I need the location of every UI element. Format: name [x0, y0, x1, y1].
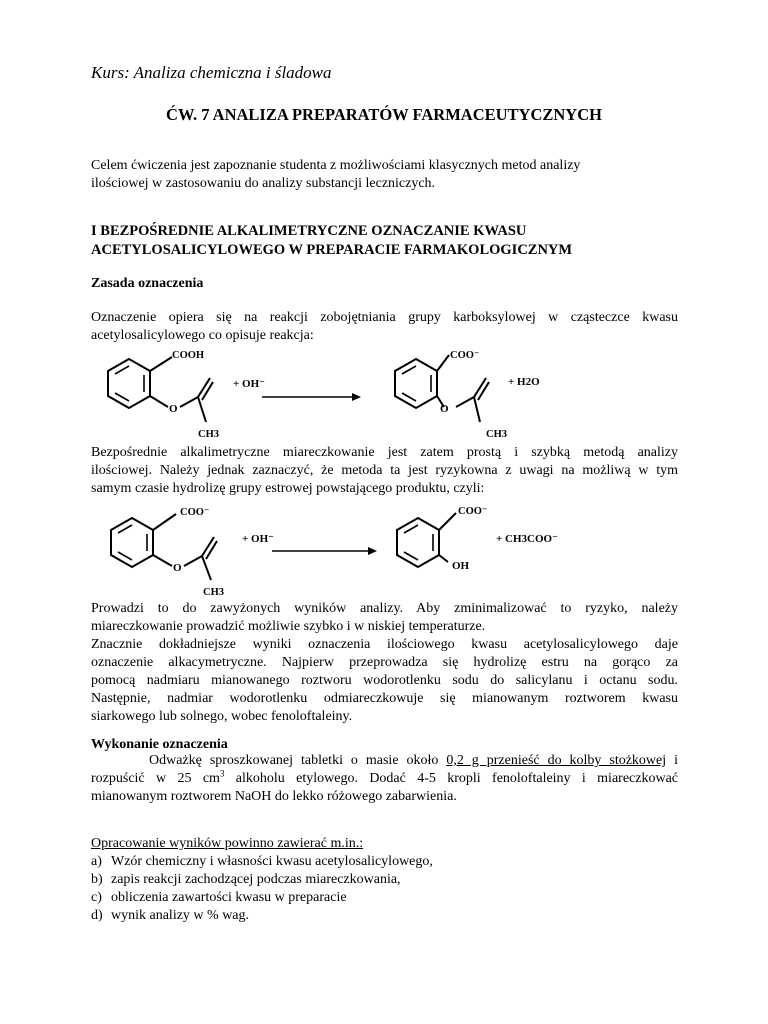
hydroxide-reagent-label: + OH⁻ [233, 378, 265, 390]
intro-line: ilościowej w zastosowaniu do analizy substancji leczniczych. [91, 176, 436, 191]
procedure-line: Odważkę sproszkowanej tabletki o masie około 0,2 g przenieść do kolby stożkowej i [149, 753, 679, 768]
paragraph-line: Bezpośrednie alkalimetryczne miareczkowanie jest zatem prostą i szybką metodą analizy [91, 445, 678, 460]
procedure-line: mianowanym roztworem NaOH do lekko różowego zabarwienia. [91, 789, 457, 804]
list-item [91, 871, 433, 889]
methyl-group-label: CH3 [203, 587, 224, 598]
list-item-text: obliczenia zawartości kwasu w preparacie [111, 890, 347, 905]
sample-mass-instruction: 0,2 g przenieść do kolby stożkowej [446, 753, 667, 768]
list-marker: c) [91, 890, 102, 905]
section-heading-line: ACETYLOSALICYLOWEGO W PREPARACIE FARMAKOLOGICZNYM [91, 242, 573, 258]
paragraph-line: ilościowej. Należy jednak zaznaczyć, że metoda ta jest ryzykowna z uwagi na możliwą w tym [91, 463, 678, 478]
carboxylate-group-label: COO⁻ [450, 350, 480, 361]
ester-oxygen-label: O [440, 403, 449, 415]
page-title: ĆW. 7 ANALIZA PREPARATÓW FARMACEUTYCZNYCH [166, 105, 602, 124]
list-item-text: wynik analizy w % wag. [111, 908, 250, 923]
procedure-paragraph [91, 752, 678, 806]
procedure-line: rozpuścić w 25 $cm^3$ alkoholu etylowego. Dodać 4-5 kropli fenoloftaleiny i miareczkować [91, 768, 679, 786]
results-list [91, 853, 433, 925]
principle-paragraph [91, 309, 678, 345]
procedure-heading: Wykonanie oznaczenia [91, 737, 228, 752]
reaction-1-scheme [90, 342, 610, 442]
paragraph-line: miareczkowanie prowadzić możliwie szybko i w niskiej temperaturze. [91, 619, 486, 634]
principle-line: Oznaczenie opiera się na reakcji zobojętniania grupy karboksylowej w cząsteczce kwasu [91, 310, 678, 325]
hydroxyl-group-label: OH [452, 560, 470, 572]
hydroxide-reagent-label: + OH⁻ [242, 533, 274, 545]
list-item-text: Wzór chemiczny i własności kwasu acetylosalicylowego, [111, 854, 433, 869]
paragraph-line: oznaczenie alkacymetryczne. Najpierw przeprowadza się hydrolizę estru na gorąco za [91, 655, 678, 670]
results-heading: Opracowanie wyników powinno zawierać m.in.: [91, 836, 364, 851]
methyl-group-label: CH3 [486, 429, 507, 440]
principle-heading: Zasada oznaczenia [91, 276, 204, 291]
aspirin-structure [108, 357, 213, 422]
direct-titration-paragraph [91, 444, 678, 498]
paragraph-line: Następnie, nadmiar wodorotlenku odmiareczkowuje się mianowanym roztworem kwasu [91, 691, 678, 706]
accuracy-paragraph [91, 636, 678, 726]
reaction-arrow [272, 547, 377, 555]
water-product-label: + H2O [508, 376, 540, 388]
paragraph-line: Znacznie dokładniejsze wyniki oznaczenia ilościowego kwasu acetylosalicylowego daje [91, 637, 678, 652]
list-item [91, 853, 433, 871]
risk-paragraph [91, 600, 678, 636]
list-marker: d) [91, 908, 103, 923]
ester-oxygen-label: O [169, 403, 178, 415]
list-marker: a) [91, 854, 102, 869]
list-marker: b) [91, 872, 103, 887]
acetate-product-label: + CH3COO⁻ [496, 533, 558, 545]
intro-line: Celem ćwiczenia jest zapoznanie studenta z możliwościami klasycznych metod analizy [91, 158, 581, 173]
carboxylate-group-label: COO⁻ [458, 506, 488, 517]
principle-line: acetylosalicylowego co opisuje reakcja: [91, 328, 314, 343]
section-heading-line: I BEZPOŚREDNIE ALKALIMETRYCZNE OZNACZANIE KWASU [91, 223, 527, 239]
paragraph-line: Prowadzi to do zawyżonych wyników analizy. Aby zminimalizować to ryzyko, należy [91, 601, 678, 616]
intro-paragraph [91, 157, 678, 193]
methyl-group-label: CH3 [198, 429, 219, 440]
paragraph-line: pomocą nadmiaru mianowanego roztworu wodorotlenku sodu do salicylanu i octanu sodu. [91, 673, 678, 688]
carboxyl-group-label: COOH [172, 350, 205, 361]
paragraph-line: siarkowego lub solnego, wobec fenoloftaleiny. [91, 709, 353, 724]
paragraph-line: samym czasie hydrolizę grupy estrowej powstającego produktu, czyli: [91, 481, 485, 496]
acetylsalicylate-structure [111, 514, 217, 580]
carboxylate-group-label: COO⁻ [180, 507, 210, 518]
list-item [91, 889, 433, 907]
list-item [91, 907, 433, 925]
ester-oxygen-label: O [173, 562, 182, 574]
section-heading [91, 222, 691, 260]
salicylate-structure [397, 513, 456, 567]
course-title: Kurs: Analiza chemiczna i śladowa [91, 63, 332, 82]
reaction-arrow [262, 393, 361, 401]
reaction-2-scheme [92, 502, 612, 598]
list-item-text: zapis reakcji zachodzącej podczas miareczkowania, [111, 872, 401, 887]
